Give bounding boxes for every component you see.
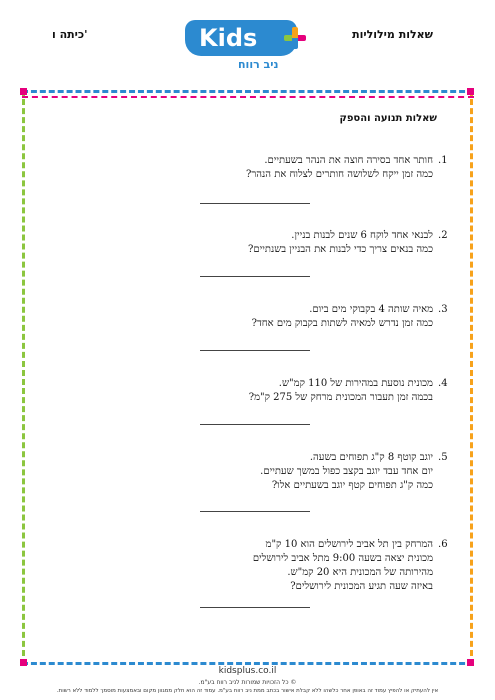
question-number: 3.	[438, 304, 448, 315]
frame-top-border	[22, 90, 474, 93]
section-title: שאלות תנועה והספק	[339, 113, 437, 124]
question-line: כמה זמן נדרש למאיה לשתות בקבוק מים אחד?	[251, 318, 433, 329]
question-line: המרחק בין תל אביב לירושלים הוא 10 ק"מ	[265, 539, 433, 550]
footer-notice: אין להעתיק או להפיץ עמוד זה באופן אחר כלשהו ללא קבלת אישור בכתב ממת ניב רווח בע"מ. עמוד זה הוא חלק ממגוון מקום ובאמצעות מוסמך ללמוד ללא רשות.	[56, 688, 439, 694]
frame-corner	[20, 88, 27, 95]
question-number: 6.	[438, 539, 448, 550]
kids-logo	[185, 20, 297, 56]
question-line: מאיה שותה 4 בקבוקי מים ביום.	[309, 304, 433, 315]
grade-label: כיתה ו'	[52, 28, 88, 41]
question-line: חותר אחד בסירה חוצה את הנהר בשעתיים.	[264, 155, 433, 166]
frame-corner	[20, 659, 27, 666]
answer-line	[200, 607, 310, 608]
question-line: כמה בנאים צריך כדי לבנות את הבניין בשנתיים?	[248, 244, 433, 255]
question-6	[133, 538, 448, 594]
answer-line	[200, 511, 310, 512]
question-3	[133, 303, 448, 331]
question-line: כמה זמן ייקח לשלושה חותרים לצלוח את הנהר?	[246, 169, 433, 180]
answer-line	[200, 424, 310, 425]
question-number: 4.	[438, 378, 448, 389]
footer-url[interactable]: kidsplus.co.il	[218, 666, 277, 676]
question-5	[133, 451, 448, 493]
frame-corner	[467, 659, 474, 666]
frame-right-border	[470, 90, 473, 665]
question-line: מכונית נוסעת במהירות של 110 קמ"ש.	[278, 378, 433, 389]
answer-line	[200, 276, 310, 277]
question-line: בכמה זמן תעבור המכונית מרחק של 275 ק"מ?	[248, 392, 433, 403]
frame-top-stripe	[22, 96, 474, 98]
question-line: מכונית יצאה בשעה 9:00 מתל אביב לירושלים	[252, 553, 433, 564]
question-line: יוגב קוטף 8 ק"ג תפוחים בשעה.	[309, 452, 433, 463]
question-4	[133, 377, 448, 405]
frame-corner	[467, 88, 474, 95]
frame-left-border	[22, 90, 25, 665]
footer-copyright: © כל הזכויות שמורות לניב רווח בע"מ.	[198, 679, 297, 686]
question-line: לבנאי אחד לוקח 6 שנים לבנות בניין.	[291, 230, 433, 241]
answer-line	[200, 203, 310, 204]
question-line: באיזה שעה תגיע המכונית לירושלים?	[290, 581, 433, 592]
question-line: מהירותה של המכונית היא 20 קמ"ש.	[287, 567, 433, 578]
question-line: כמה ק"ג תפוחים קטף יוגב בשעתיים אלו?	[271, 480, 433, 491]
logo-subtitle: ניב רווח	[238, 58, 279, 71]
question-number: 2.	[438, 230, 448, 241]
question-line: יום אחד עבד יוגב בקצב כפול במשך שעתיים.	[260, 466, 433, 477]
question-2	[133, 229, 448, 257]
question-1	[133, 154, 448, 182]
question-number: 1.	[438, 155, 448, 166]
logo-text: Kids	[199, 24, 258, 52]
answer-line	[200, 350, 310, 351]
worksheet-title: שאלות מילוליות	[352, 28, 433, 41]
question-number: 5.	[438, 452, 448, 463]
frame-bottom-border	[22, 662, 474, 665]
